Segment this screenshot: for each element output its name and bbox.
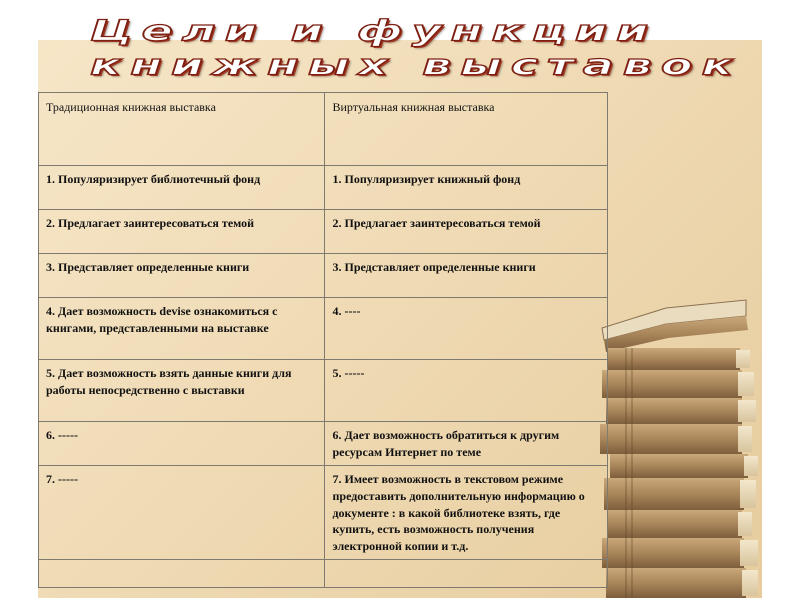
book: [602, 370, 754, 398]
table-cell: 4. Дает возможность devise ознакомиться с книгами, представленными на выставке: [39, 298, 325, 360]
table-row: [39, 560, 608, 588]
book: [606, 568, 758, 598]
table-cell: 7. -----: [39, 466, 325, 560]
header-virtual: Виртуальная книжная выставка: [325, 93, 608, 166]
table-cell: 3. Представляет определенные книги: [39, 254, 325, 298]
table-row: [39, 360, 608, 422]
book: [602, 538, 758, 568]
book: [608, 348, 750, 370]
book: [608, 510, 752, 538]
table-cell: 5. -----: [325, 360, 608, 422]
title-line-1: Цели и функции: [90, 14, 658, 48]
table-cell: [39, 560, 325, 588]
table-row: [39, 422, 608, 466]
table-row: [39, 254, 608, 298]
table-cell: 2. Предлагает заинтересоваться темой: [325, 210, 608, 254]
table-cell: 1. Популяризирует библиотечный фонд: [39, 166, 325, 210]
table-row: [39, 210, 608, 254]
title-line-2: книжных выставок: [90, 48, 742, 82]
table-cell: 5. Дает возможность взять данные книги для работы непосредственно с выставки: [39, 360, 325, 422]
book: [606, 398, 756, 424]
comparison-table: [38, 92, 608, 588]
header-traditional: Традиционная книжная выставка: [39, 93, 325, 166]
table-cell: [325, 560, 608, 588]
book: [600, 424, 752, 454]
table-header-row: [39, 93, 608, 166]
table-row: [39, 466, 608, 560]
table-cell: 4. ----: [325, 298, 608, 360]
table-cell: 1. Популяризирует книжный фонд: [325, 166, 608, 210]
book: [604, 478, 756, 510]
table-cell: 7. Имеет возможность в текстовом режиме предоставить дополнительную информацию о документе : в какой библиотеке взять, где купить, есть возможность получения электронной копии и т.д.: [325, 466, 608, 560]
table-row: [39, 166, 608, 210]
table-cell: 2. Предлагает заинтересоваться темой: [39, 210, 325, 254]
book-stack-illustration: [596, 290, 800, 600]
table-row: [39, 298, 608, 360]
table-cell: 6. Дает возможность обратиться к другим ресурсам Интернет по теме: [325, 422, 608, 466]
table-cell: 6. -----: [39, 422, 325, 466]
table-cell: 3. Представляет определенные книги: [325, 254, 608, 298]
